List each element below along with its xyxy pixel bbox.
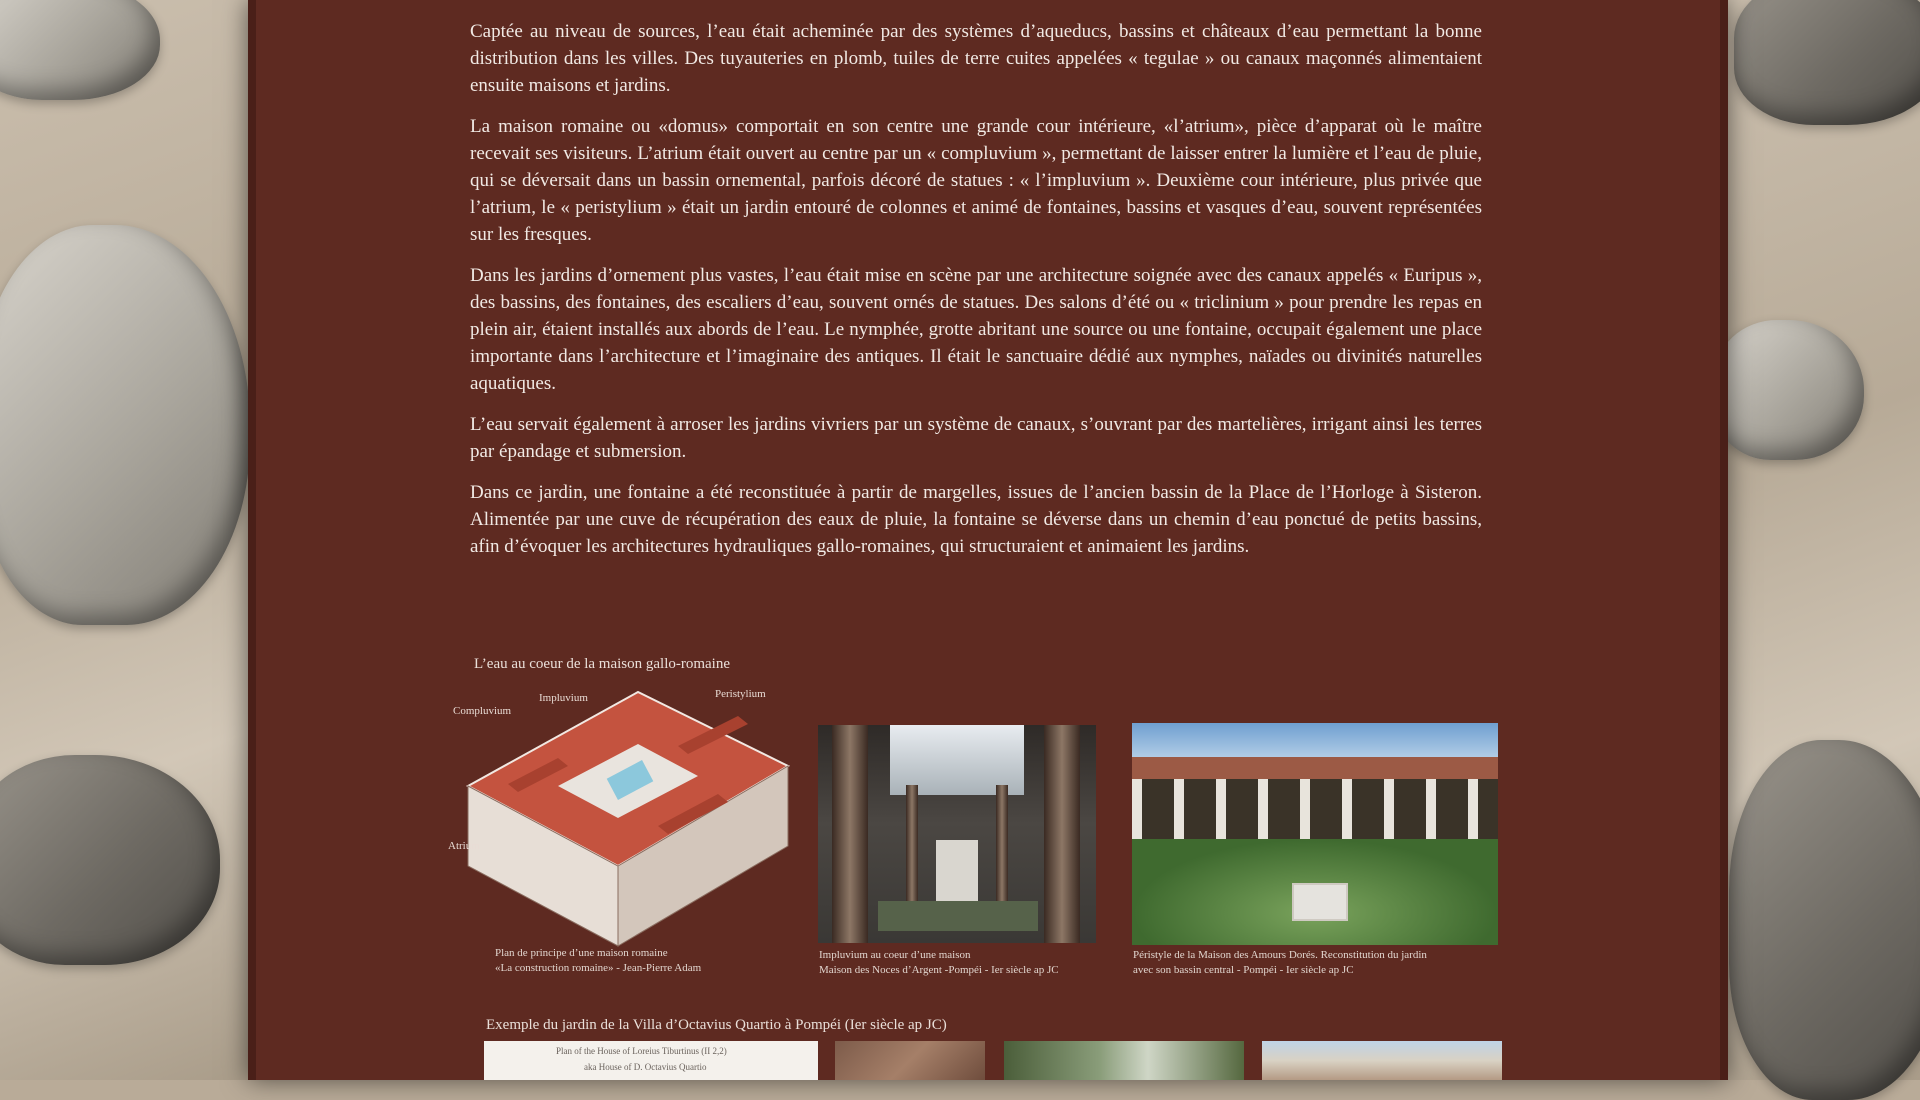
wall-stone: [1734, 0, 1920, 125]
wall-stone: [1729, 740, 1920, 1100]
photo-column: [1044, 725, 1080, 943]
caption-plan-line2: «La construction romaine» - Jean-Pierre Adam: [495, 962, 702, 974]
photo-peristyle: [1132, 723, 1498, 945]
photo-column: [832, 725, 868, 943]
caption-plan-line1: Plan de principe d’une maison romaine: [495, 947, 668, 959]
caption-peristyle-line1: Péristyle de la Maison des Amours Dorés. Reconstitution du jardin: [1133, 949, 1427, 961]
paragraph-fountain: Dans ce jardin, une fontaine a été reconstituée à partir de margelles, issues de l’ancien bassin de la Place de l’Horloge à Sisteron. Alimentée par une cuve de récupération des eaux de pluie, la fontaine se déverse dans un chemin d’eau ponctué de petits bassins, afin d’évoquer les architectures hydrauliques gallo-romaines, qui structuraient et animaient les jardins.: [470, 482, 1482, 557]
wall-stone: [1714, 320, 1864, 460]
caption-peristyle: [1133, 948, 1427, 978]
section-title-house: L’eau au coeur de la maison gallo-romaine: [474, 656, 731, 672]
panel-edge-left: [248, 0, 256, 1080]
photo-impluvium: [818, 725, 1096, 943]
photo-column: [996, 785, 1008, 915]
panel-text: [470, 14, 1482, 574]
villa-photo-3: [1262, 1041, 1502, 1080]
wall-stone: [0, 225, 250, 625]
caption-impluvium-line1: Impluvium au coeur d’une maison: [819, 949, 971, 961]
caption-impluvium: [819, 948, 1059, 978]
photo-roof: [1132, 757, 1498, 779]
label-compluvium: Compluvium: [453, 705, 512, 717]
stone-wall-left: [0, 0, 260, 1080]
panel-edge-right: [1720, 0, 1728, 1080]
label-atrium: Atrium: [448, 840, 480, 852]
caption-impluvium-line2: Maison des Noces d’Argent -Pompéi - Ier siècle ap JC: [819, 964, 1059, 976]
villa-photo-2: [1004, 1041, 1244, 1080]
house-diagram: [448, 686, 798, 956]
photo-column: [906, 785, 918, 915]
section-title-villa: Exemple du jardin de la Villa d’Octavius Quartio à Pompéi (Ier siècle ap JC): [486, 1017, 947, 1033]
photo-portico: [1132, 779, 1498, 839]
wall-stone: [0, 755, 220, 965]
paragraph-domus: La maison romaine ou «domus» comportait en son centre une grande cour intérieure, «l’atrium», pièce d’apparat où le maître recevait ses visiteurs. L’atrium était ouvert au centre par un « compluvium », permettant de laisser entrer la lumière et l’eau de pluie, qui se déversait dans un bassin ornemental, parfois décoré de statues : « l’impluvium ». Deuxième cour intérieure, plus privée que l’atrium, le « peristylium » était un jardin entouré de colonnes et animé de fontaines, bassins et vasques d’eau, souvent représentées sur les fresques.: [470, 116, 1482, 245]
paragraph-water-supply: Captée au niveau de sources, l’eau était acheminée par des systèmes d’aqueducs, bassins et châteaux d’eau permettant la bonne distribution dans les villes. Des tuyauteries en plomb, tuiles de terre cuites appelées « tegulae » ou canaux maçonnés alimentaient ensuite maisons et jardins.: [470, 21, 1482, 96]
label-peristylium: Peristylium: [715, 688, 766, 700]
photo-doorway: [936, 840, 978, 910]
villa-plan-thumbnail: [484, 1041, 818, 1080]
wall-stone: [0, 0, 160, 100]
caption-plan: [495, 946, 701, 976]
paragraph-irrigation: L’eau servait également à arroser les jardins vivriers par un système de canaux, s’ouvrant par des martelières, irrigant ainsi les terres par épandage et submersion.: [470, 414, 1482, 462]
stone-wall-right: [1724, 0, 1920, 1080]
photo-basin: [1292, 883, 1348, 921]
label-impluvium: Impluvium: [539, 692, 588, 704]
villa-photo-1: [835, 1041, 985, 1080]
paragraph-ornamental-gardens: Dans les jardins d’ornement plus vastes, l’eau était mise en scène par une architecture soignée avec des canaux appelés « Euripus », des bassins, des fontaines, des escaliers d’eau, souvent ornés de statues. Des salons d’été ou « triclinium » pour prendre les repas en plein air, étaient installés aux abords de l’eau. Le nymphée, grotte abritant une source ou une fontaine, occupait également une place importante dans l’architecture et l’imaginaire des antiques. Il était le sanctuaire dédié aux nymphes, naïades ou divinités naturelles aquatiques.: [470, 265, 1482, 394]
villa-plan-subtitle: aka House of D. Octavius Quartio: [584, 1062, 707, 1072]
caption-peristyle-line2: avec son bassin central - Pompéi - Ier siècle ap JC: [1133, 964, 1354, 976]
villa-plan-title: Plan of the House of Loreius Tiburtinus (II 2,2): [556, 1046, 727, 1056]
photo-floor: [878, 901, 1038, 931]
